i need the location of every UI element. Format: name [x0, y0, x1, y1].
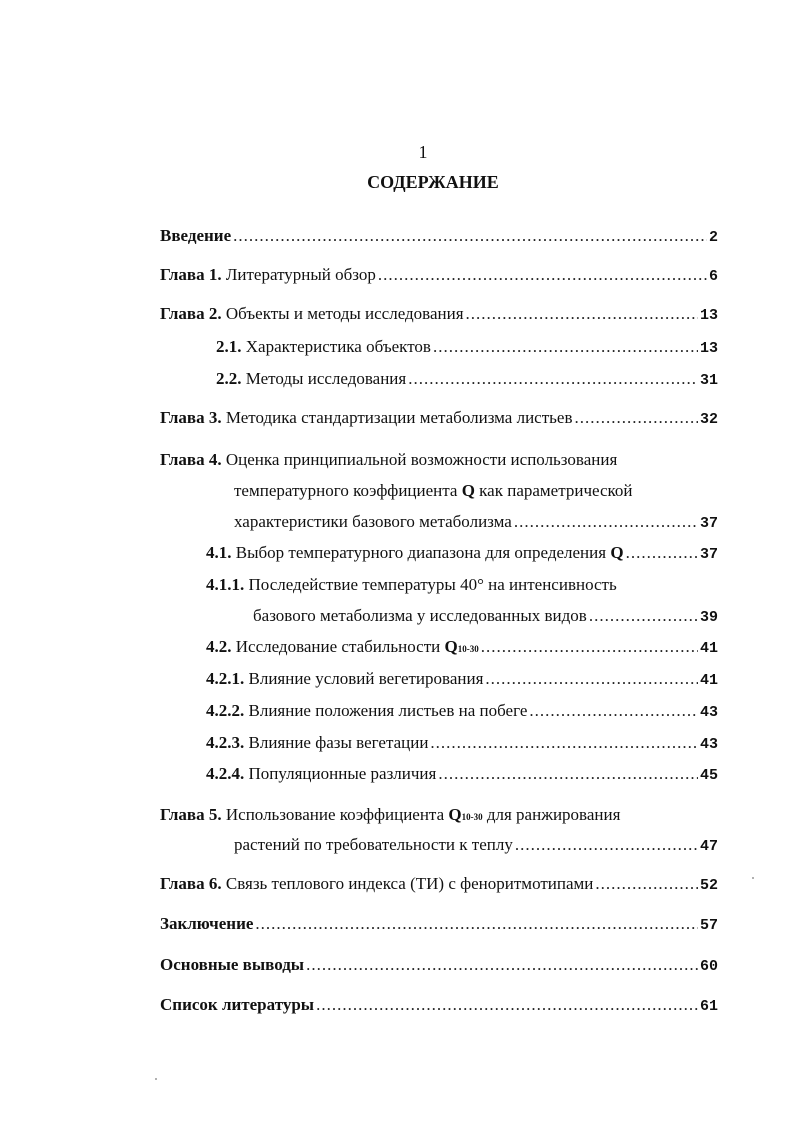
toc-entry-chapter-2[interactable]: [160, 304, 718, 326]
toc-page-number: 41: [699, 640, 718, 657]
toc-page-number: 2: [708, 229, 718, 246]
toc-text: Выбор температурного диапазона для определения: [235, 543, 607, 562]
leader-dots: [433, 337, 698, 357]
toc-entry-section-4-1-1-line-1[interactable]: [206, 575, 617, 595]
toc-page-number: 39: [699, 609, 718, 626]
leader-dots: [589, 606, 698, 626]
toc-entry-intro[interactable]: [160, 226, 718, 248]
q-symbol: Q: [610, 543, 624, 562]
leader-dots: [466, 304, 698, 324]
toc-prefix: 4.2.4.: [206, 764, 245, 783]
toc-text: Методика стандартизации метаболизма листьев: [225, 408, 573, 427]
toc-text: характеристики базового метаболизма: [234, 512, 512, 531]
toc-prefix: 4.2.1.: [206, 669, 245, 688]
leader-dots: [255, 914, 698, 934]
leader-dots: [233, 226, 707, 246]
toc-text: Литературный обзор: [225, 265, 376, 284]
toc-text: Популяционные различия: [248, 764, 437, 783]
toc-page-number: 13: [699, 340, 718, 357]
toc-page-number: 52: [699, 877, 718, 894]
toc-prefix: 2.2.: [216, 369, 242, 388]
toc-prefix: Глава 3.: [160, 408, 222, 427]
toc-prefix: Глава 5.: [160, 805, 222, 824]
toc-entry-chapter-5-line-1[interactable]: [160, 805, 620, 827]
leader-dots: [408, 369, 698, 389]
leader-dots: [595, 874, 698, 894]
toc-prefix: 4.2.2.: [206, 701, 245, 720]
toc-page-number: 41: [699, 672, 718, 689]
toc-page-number: 43: [699, 736, 718, 753]
toc-prefix: 4.1.: [206, 543, 232, 562]
toc-entry-chapter-4-line-1[interactable]: [160, 450, 617, 470]
toc-label: Заключение: [160, 914, 254, 933]
leader-dots: [626, 543, 698, 563]
q-symbol: Q: [448, 805, 462, 824]
toc-label: Список литературы: [160, 995, 315, 1014]
toc-page-number: 37: [699, 515, 718, 532]
toc-prefix: Глава 2.: [160, 304, 222, 323]
toc-label: Основные выводы: [160, 955, 305, 974]
toc-page-number: 31: [699, 372, 718, 389]
leader-dots: [378, 265, 707, 285]
toc-entry-conclusion[interactable]: [160, 914, 718, 936]
toc-text: растений по требовательности к теплу: [234, 835, 513, 854]
leader-dots: [316, 995, 698, 1015]
leader-dots: [306, 955, 698, 975]
scan-speck: [752, 877, 754, 879]
toc-entry-section-4-1[interactable]: [206, 543, 718, 565]
toc-page-number: 6: [708, 268, 718, 285]
toc-entry-section-4-1-1-line-2: [253, 606, 718, 628]
toc-page-number: 43: [699, 704, 718, 721]
toc-text: Влияние фазы вегетации: [248, 733, 429, 752]
leader-dots: [485, 669, 698, 689]
toc-page-number: 47: [699, 838, 718, 855]
toc-text: Влияние условий вегетирования: [248, 669, 484, 688]
toc-text: Последействие температуры 40° на интенсивность: [248, 575, 617, 594]
toc-entry-section-2-2[interactable]: [216, 369, 718, 391]
toc-page-number: 57: [699, 917, 718, 934]
scan-speck: [155, 1078, 157, 1080]
toc-prefix: 4.1.1.: [206, 575, 245, 594]
toc-page-number: 45: [699, 767, 718, 784]
toc-text: как параметрической: [479, 481, 633, 500]
toc-page-number: 60: [699, 958, 718, 975]
toc-page-number: 32: [699, 411, 718, 428]
q-subscript: 10-30: [461, 812, 483, 822]
toc-prefix: 4.2.3.: [206, 733, 245, 752]
toc-entry-section-4-2-4[interactable]: [206, 764, 718, 786]
toc-text: Оценка принципиальной возможности использования: [225, 450, 618, 469]
q-symbol: Q: [444, 637, 458, 656]
toc-entry-references[interactable]: [160, 995, 718, 1017]
toc-entry-findings[interactable]: [160, 955, 718, 977]
leader-dots: [529, 701, 698, 721]
toc-page-number: 13: [699, 307, 718, 324]
toc-text: базового метаболизма у исследованных видов: [253, 606, 587, 625]
leader-dots: [438, 764, 698, 784]
toc-prefix: Глава 4.: [160, 450, 222, 469]
q-subscript: 10-30: [457, 644, 479, 654]
toc-page-number: 61: [699, 998, 718, 1015]
toc-text: Исследование стабильности: [235, 637, 441, 656]
leader-dots: [430, 733, 698, 753]
toc-page-number: 37: [699, 546, 718, 563]
toc-prefix: Глава 6.: [160, 874, 222, 893]
toc-text: Связь теплового индекса (ТИ) с феноритмотипами: [225, 874, 594, 893]
toc-text: Объекты и методы исследования: [225, 304, 464, 323]
q-symbol: Q: [461, 481, 475, 500]
toc-text: Использование коэффициента: [225, 805, 445, 824]
toc-entry-chapter-1[interactable]: [160, 265, 718, 287]
toc-text: Методы исследования: [245, 369, 407, 388]
toc-entry-section-2-1[interactable]: [216, 337, 718, 359]
toc-entry-section-4-2-3[interactable]: [206, 733, 718, 755]
toc-entry-section-4-2-1[interactable]: [206, 669, 718, 691]
toc-prefix: 2.1.: [216, 337, 242, 356]
toc-title: СОДЕРЖАНИЕ: [367, 172, 499, 192]
toc-text: Влияние положения листьев на побеге: [248, 701, 528, 720]
leader-dots: [514, 512, 698, 532]
leader-dots: [481, 637, 698, 657]
toc-prefix: Глава 1.: [160, 265, 222, 284]
page-number: 1: [418, 142, 428, 162]
toc-text: температурного коэффициента: [234, 481, 458, 500]
toc-entry-chapter-6[interactable]: [160, 874, 718, 896]
toc-entry-chapter-3[interactable]: [160, 408, 718, 430]
leader-dots: [574, 408, 698, 428]
toc-entry-chapter-4-line-3: [234, 512, 718, 534]
toc-text: для ранжирования: [486, 805, 621, 824]
toc-entry-chapter-4-line-2: [234, 481, 633, 501]
toc-entry-section-4-2-2[interactable]: [206, 701, 718, 723]
toc-entry-chapter-5-line-2: [234, 835, 718, 857]
leader-dots: [515, 835, 698, 855]
toc-prefix: 4.2.: [206, 637, 232, 656]
toc-label: Введение: [160, 226, 232, 245]
toc-entry-section-4-2[interactable]: [206, 637, 718, 659]
toc-text: Характеристика объектов: [245, 337, 431, 356]
